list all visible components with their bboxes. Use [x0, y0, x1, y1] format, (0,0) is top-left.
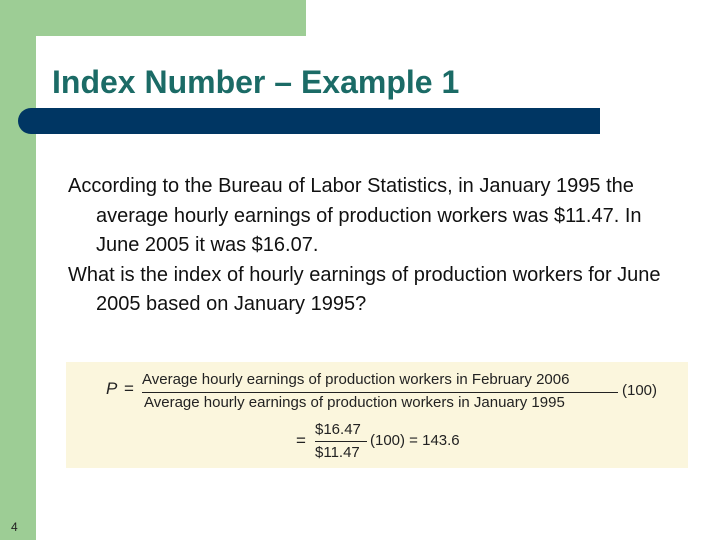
formula-equals-sign: =	[124, 379, 134, 398]
formula-numerator: Average hourly earnings of production workers in February 2006	[142, 371, 570, 388]
slide-body	[68, 172, 668, 320]
formula-value-numerator: $16.47	[315, 421, 361, 438]
left-green-band	[0, 0, 36, 540]
formula-value-fraction-bar	[315, 441, 367, 442]
formula-value-denominator: $11.47	[315, 444, 360, 461]
formula-result: (100) = 143.6	[370, 432, 460, 449]
title-underline-bar	[18, 108, 600, 134]
formula-multiplier: (100)	[622, 382, 658, 399]
top-green-band	[0, 0, 306, 36]
formula-variable: P	[106, 379, 118, 398]
formula-denominator: Average hourly earnings of production workers in January 1995	[144, 394, 565, 411]
formula-fraction-bar	[142, 392, 618, 393]
body-paragraph-problem: According to the Bureau of Labor Statistics, in January 1995 the average hourly earnings of production workers was $11.47. In June 2005 it was $16.07.	[68, 175, 642, 256]
formula-box	[66, 362, 688, 468]
slide-title: Index Number – Example 1	[52, 64, 460, 100]
page-number: 4	[11, 520, 18, 534]
formula-equals-sign-2: =	[296, 431, 306, 450]
body-paragraph-question: What is the index of hourly earnings of production workers for June 2005 based on January 1995?	[68, 263, 661, 315]
